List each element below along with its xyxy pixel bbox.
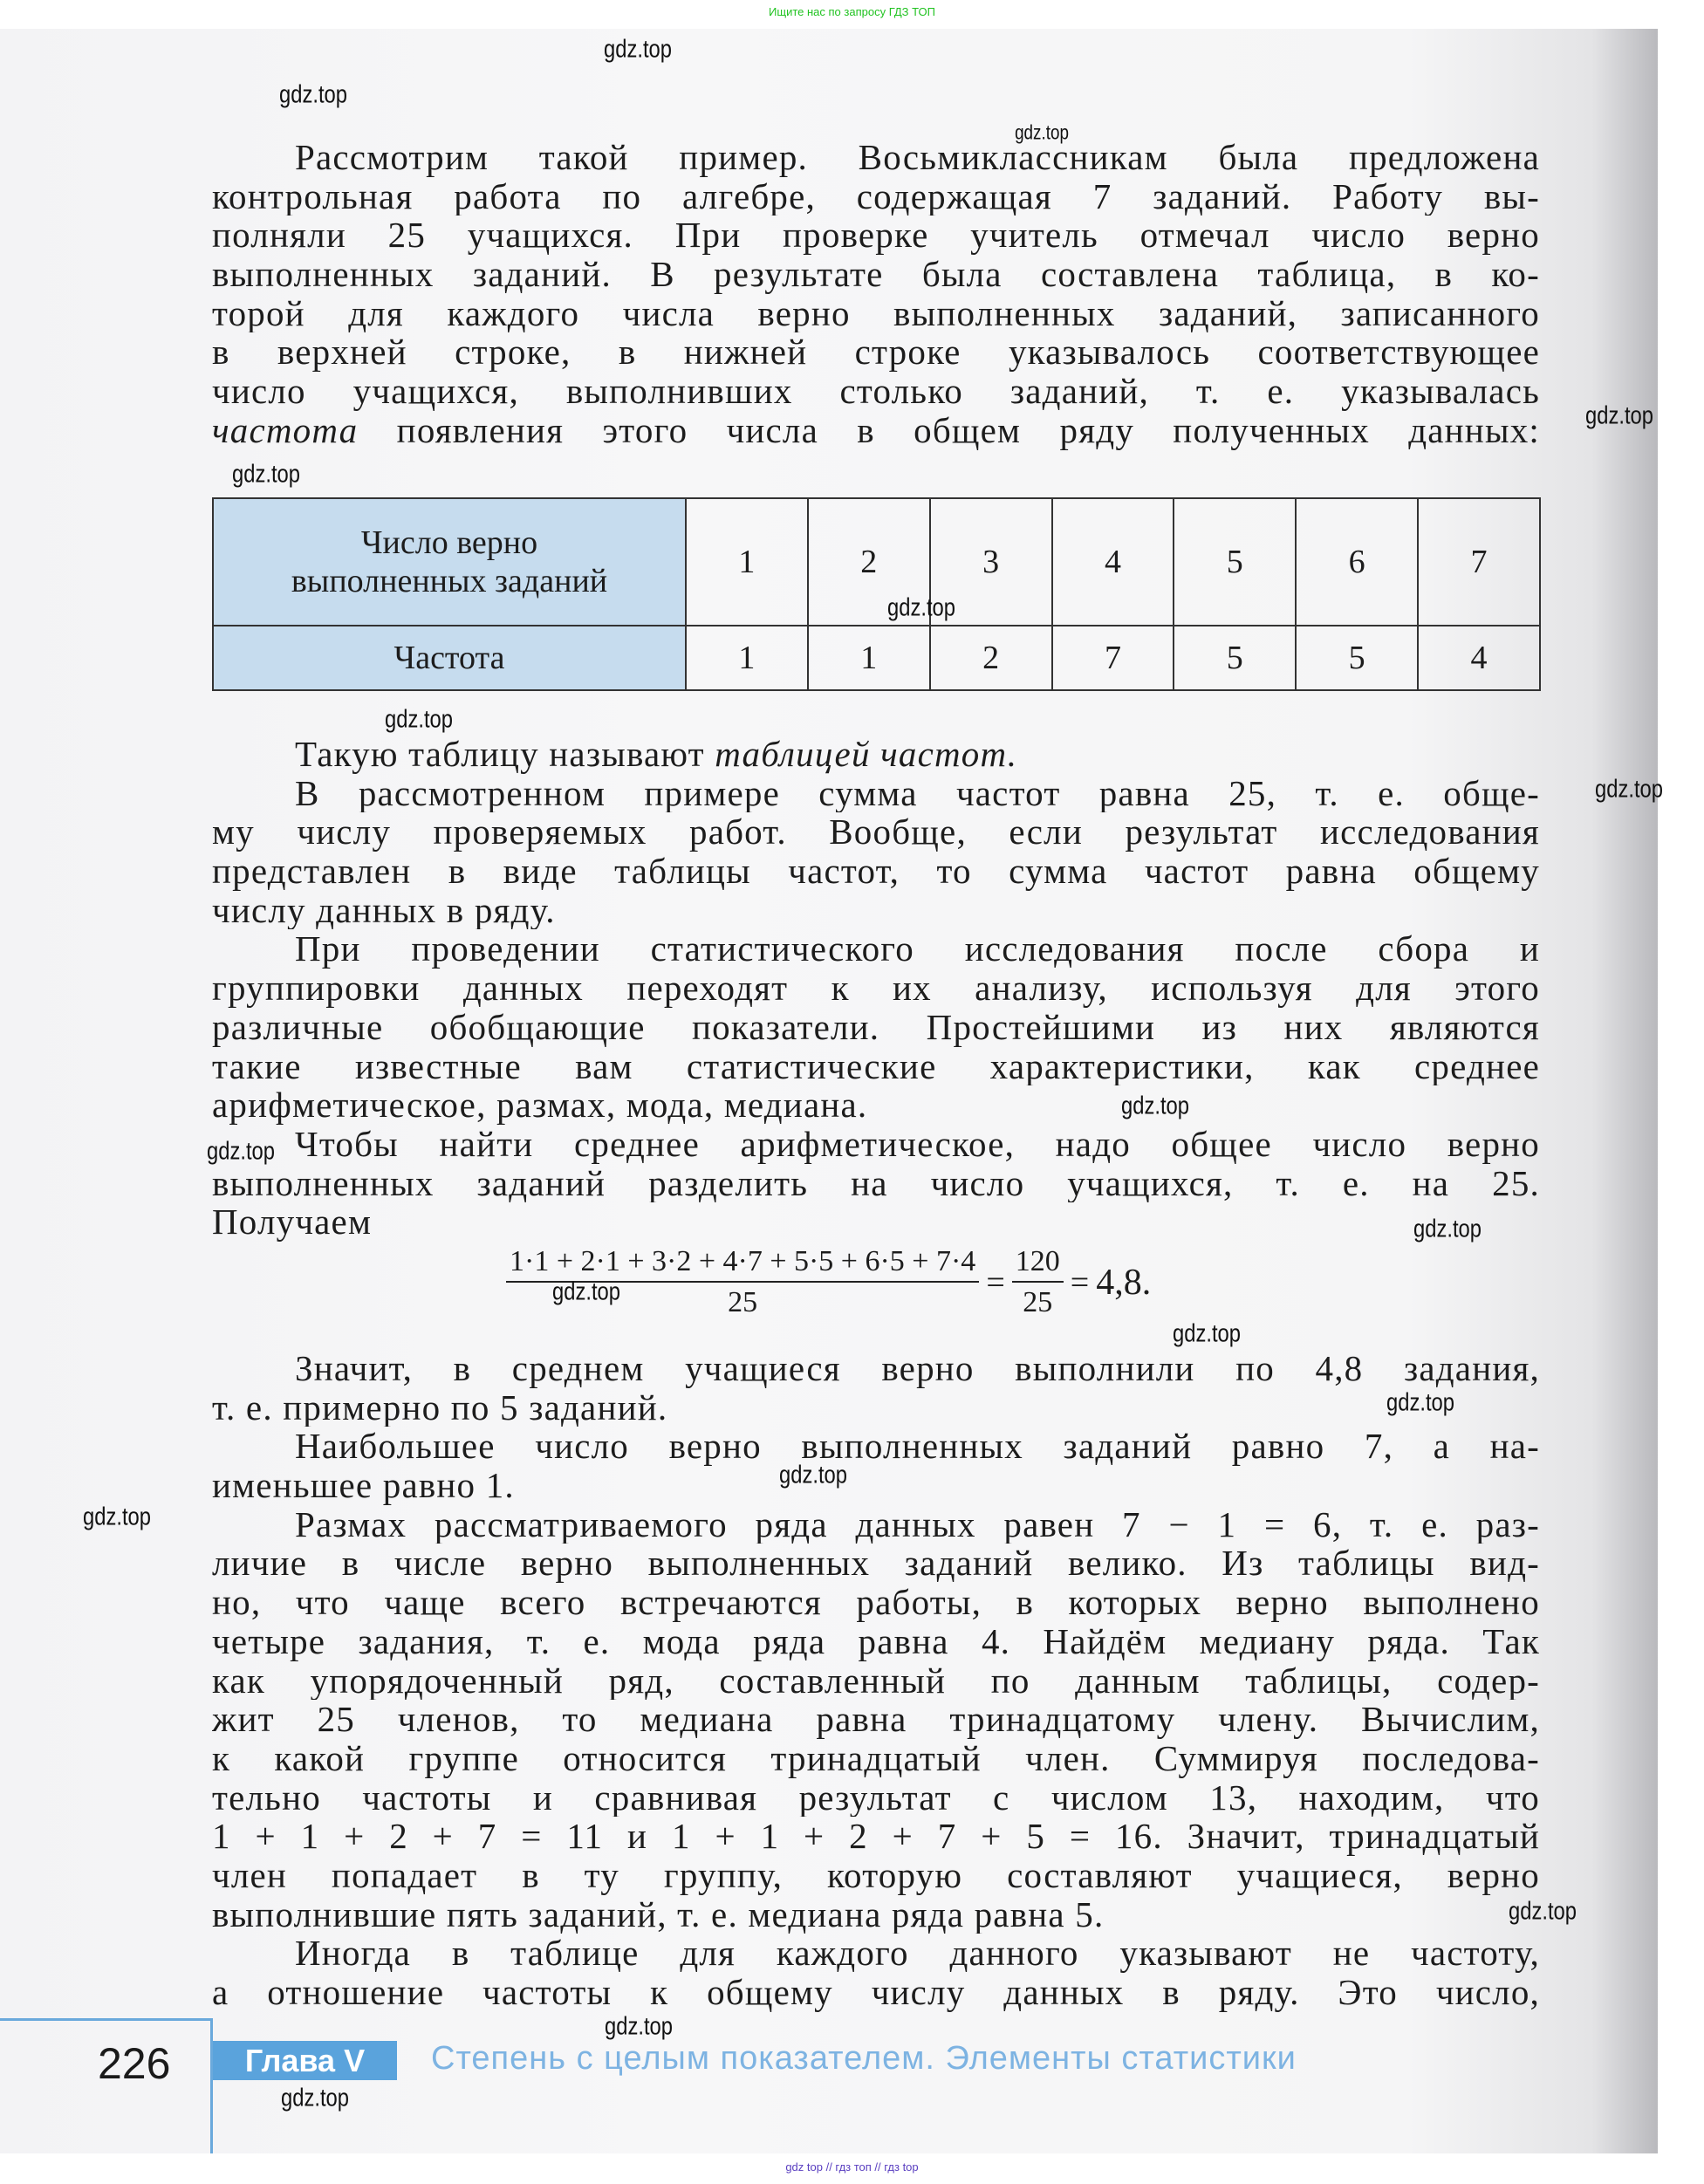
table-row-frequency [213,626,1540,690]
page-number: 226 [98,2039,171,2088]
numerator: 1·1 + 2·1 + 3·2 + 4·7 + 5·5 + 6·5 + 7·4 [510,1245,976,1277]
watermark: gdz.top [1594,775,1664,804]
text-line: представлен в виде таблицы частот, то сумма частот равна общему [212,852,1540,891]
table-header-tasks [213,498,686,626]
footer-divider-horizontal [0,2018,212,2021]
chapter-badge: Глава V [213,2041,397,2080]
table-cell: 2 [930,626,1052,690]
text-line: а отношение частоты к общему числу данных в ряду. Это число, [212,1973,1540,2012]
text-line: Иногда в таблице для каждого данного указывают не частоту, [295,1934,1540,1973]
table-cell: 5 [1174,498,1296,626]
text-line: контрольная работа по алгебре, содержащая 7 заданий. Работу вы- [212,176,1540,216]
watermark: gdz.top [1386,1388,1455,1417]
text-line: к какой группе относится тринадцатый член. Суммируя последова- [212,1738,1540,1778]
text-line: Чтобы найти среднее арифметическое, надо общее число верно [295,1124,1540,1164]
watermark: gdz.top [603,35,673,64]
text-segment: Такую таблицу называют [295,735,715,774]
text-line: В рассмотренном примере сумма частот равна 25, т. е. обще- [295,773,1540,813]
text-line: как упорядоченный ряд, составленный по данным таблицы, содер- [212,1660,1540,1701]
watermark: gdz.top [1584,401,1654,430]
denominator: 25 [1012,1281,1064,1323]
text-line: различные обобщающие показатели. Простейшими из них являются [212,1007,1540,1047]
italic-term: частота [212,410,359,450]
footer-divider-vertical [210,2018,213,2153]
table-cell: 2 [808,498,930,626]
text-line: но, что чаще всего встречаются работы, в которых верно выполнено [212,1583,1540,1622]
numerator: 120 [1015,1245,1060,1277]
text-line: арифметическое, размах, мода, медиана. [212,1085,868,1125]
text-line: Рассмотрим такой пример. Восьмиклассникам была предложена [295,138,1540,177]
equals-sign: = [986,1264,1005,1301]
text-line: группировки данных переходят к их анализу, используя для этого [212,969,1540,1008]
text-line: именьшее равно 1. [212,1466,515,1505]
watermark: gdz.top [206,1137,276,1166]
text-segment: появления этого числа в общем ряду полученных данных: [358,410,1540,450]
watermark: gdz.top [82,1503,152,1531]
fraction-simplified [1012,1243,1064,1323]
table-cell: 4 [1418,626,1540,690]
text-line: такие известные вам статистические характеристики, как среднее [212,1046,1540,1086]
header-line: выполненных заданий [291,562,608,599]
chapter-title: Степень с целым показателем. Элементы статистики [431,2040,1297,2077]
text-line: выполненных заданий. В результате была составлена таблица, в ко- [212,255,1540,294]
table-cell: 7 [1418,498,1540,626]
watermark: gdz.top [278,80,348,109]
bottom-note: gdz top // гдз топ // гдз top [785,2160,919,2174]
watermark: gdz.top [886,593,956,622]
table-cell: 1 [808,626,930,690]
text-line: му числу проверяемых работ. Вообще, если результат исследования [212,812,1540,852]
text-line: Получаем [212,1202,373,1242]
watermark: gdz.top [1172,1319,1242,1348]
text-line: тельно частоты и сравнивая результат с числом 13, находим, что [212,1777,1540,1818]
table-cell: 1 [686,626,808,690]
denominator: 25 [506,1281,979,1323]
table-row-tasks [213,498,1540,626]
watermark: gdz.top [604,2012,674,2041]
text-line: Размах рассматриваемого ряда данных равен 7 − 1 = 6, т. е. раз- [295,1504,1540,1544]
text-line [212,411,1540,450]
text-line: числу данных в ряду. [212,890,556,930]
paragraph-block-intro [212,138,1540,450]
text-line: в верхней строке, в нижней строке указывалось соответствующее [212,332,1540,373]
text-line: число учащихся, выполнивших столько заданий, т. е. указывалась [212,372,1540,411]
text-line: торой для каждого числа верно выполненных заданий, записанного [212,293,1540,333]
table-cell: 4 [1052,498,1174,626]
watermark: gdz.top [778,1461,848,1489]
text-line: личие в числе верно выполненных заданий велико. Из таблицы вид- [212,1544,1540,1584]
watermark: gdz.top [1120,1092,1190,1120]
text-line: четыре задания, т. е. мода ряда равна 4. Найдём медиану ряда. Так [212,1621,1540,1661]
table-cell: 3 [930,498,1052,626]
table-cell: 5 [1174,626,1296,690]
text-line: жит 25 членов, то медиана равна тринадцатому члену. Вычислим, [212,1700,1540,1739]
watermark: gdz.top [384,705,454,734]
text-line: Наибольшее число верно выполненных заданий равно 7, а на- [295,1427,1540,1467]
italic-term: таблицей частот. [715,735,1018,774]
watermark: gdz.top [231,460,301,489]
text-line: член попадает в ту группу, которую составляют учащиеся, верно [212,1855,1540,1895]
table-header-frequency: Частота [213,626,686,690]
table-cell: 5 [1296,626,1418,690]
text-line: При проведении статистического исследования после сбора и [295,929,1540,969]
watermark: gdz.top [1413,1215,1482,1243]
top-search-note: Ищите нас по запросу ГДЗ ТОП [769,5,935,18]
header-line: Число верно [360,524,538,561]
text-line: Значит, в среднем учащиеся верно выполнили по 4,8 задания, [295,1349,1540,1388]
table-cell: 1 [686,498,808,626]
text-line: полняли 25 учащихся. При проверке учитель отмечал число верно [212,216,1540,256]
text-line [212,735,1540,774]
watermark: gdz.top [551,1277,621,1306]
text-line: 1 + 1 + 2 + 7 = 11 и 1 + 1 + 2 + 7 + 5 = 16. Значит, тринадцатый [212,1817,1540,1856]
text-line: выполнившие пять заданий, т. е. медиана ряда равна 5. [212,1894,1105,1934]
table-cell: 7 [1052,626,1174,690]
frequency-table [212,497,1541,691]
equals-sign: = [1070,1264,1090,1301]
text-line: выполненных заданий разделить на число учащихся, т. е. на 25. [212,1163,1540,1203]
text-line: т. е. примерно по 5 заданий. [212,1387,668,1427]
formula-result: 4,8. [1096,1263,1152,1303]
watermark: gdz.top [280,2084,350,2112]
table-cell: 6 [1296,498,1418,626]
watermark: gdz.top [1015,120,1069,144]
paragraph-block-analysis [212,735,1540,1242]
watermark: gdz.top [1508,1897,1577,1926]
paragraph-block-conclusions [212,1349,1540,2012]
